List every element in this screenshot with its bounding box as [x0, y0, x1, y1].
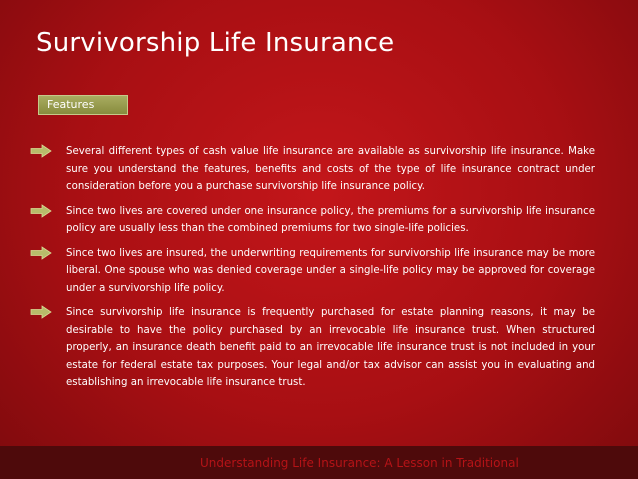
bullet-text: Since two lives are insured, the underwriting requirements for survivorship life insurance may be more liberal. One spouse who was denied coverage under a single-life policy may be approved for coverage under a survivorship life policy.	[66, 247, 595, 294]
bullet-item	[30, 245, 595, 298]
features-tab: Features	[38, 95, 128, 115]
right-arrow-icon	[30, 144, 52, 158]
footer-bar	[0, 446, 638, 479]
bullet-text: Since survivorship life insurance is frequently purchased for estate planning reasons, it may be desirable to have the policy purchased by an irrevocable life insurance trust. When structured properly, an insurance death benefit paid to an irrevocable life insurance trust is not included in your estate for federal estate tax purposes. Your legal and/or tax advisor can assist you in evaluating and establishing an irrevocable life insurance trust.	[66, 307, 595, 388]
bullet-text: Several different types of cash value life insurance are available as survivorship life insurance. Make sure you understand the features, benefits and costs of the type of life insurance contract under consideration before you a purchase survivorship life insurance policy.	[66, 146, 595, 192]
bullet-item	[30, 304, 595, 392]
right-arrow-icon	[30, 305, 52, 319]
right-arrow-icon	[30, 204, 52, 218]
slide-title: Survivorship Life Insurance	[36, 28, 395, 58]
right-arrow-icon	[30, 246, 52, 260]
bullet-list	[30, 143, 595, 399]
footer-text: Understanding Life Insurance: A Lesson in Traditional	[200, 456, 519, 470]
bullet-item	[30, 203, 595, 238]
bullet-text: Since two lives are covered under one insurance policy, the premiums for a survivorship life insurance policy are usually less than the combined premiums for two single-life policies.	[66, 205, 595, 234]
bullet-item	[30, 143, 595, 196]
